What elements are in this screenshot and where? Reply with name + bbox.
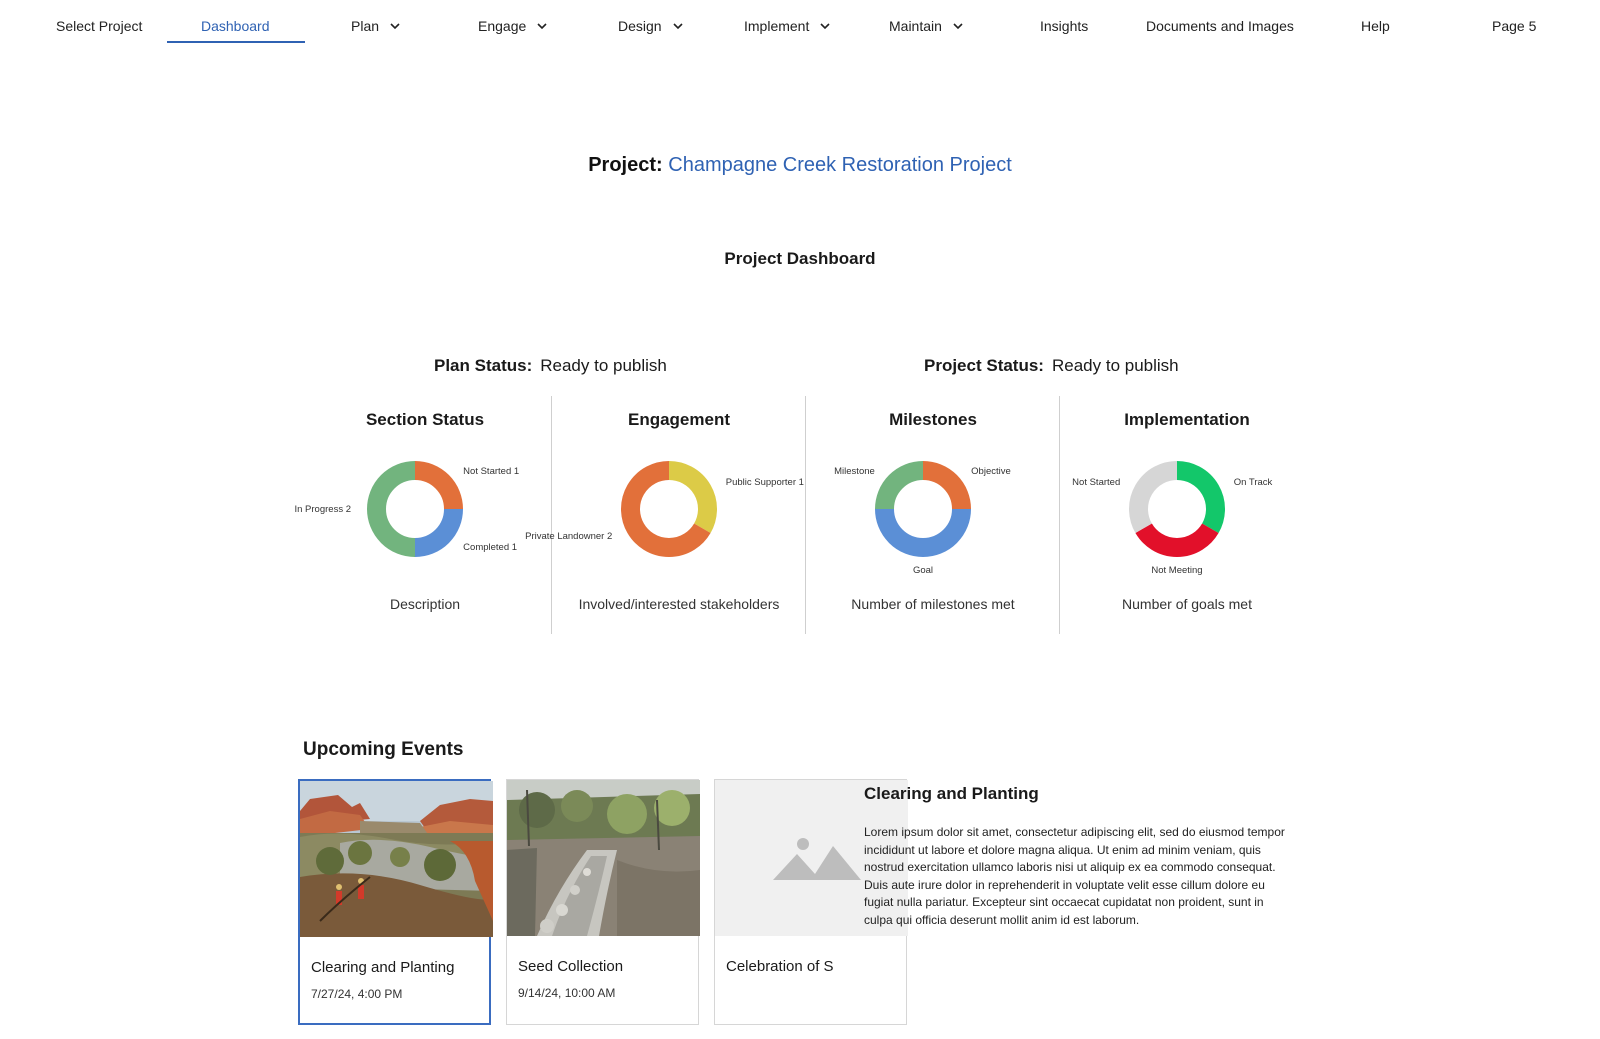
nav-design[interactable] — [618, 18, 683, 34]
nav-label: Documents and Images — [1146, 18, 1294, 34]
event-card-seed-collection[interactable] — [506, 779, 699, 1025]
panel-caption: Number of goals met — [1122, 596, 1252, 612]
donut-slice-public-supporter-1 — [669, 471, 708, 529]
donut-slice-not-started — [1139, 471, 1178, 529]
project-status-label: Project Status: — [924, 356, 1044, 375]
event-thumbnail — [507, 780, 698, 936]
chevron-down-icon — [953, 21, 963, 31]
donut-label-milestone: Milestone — [834, 465, 875, 477]
nav-maintain[interactable] — [889, 18, 963, 34]
nav-label: Plan — [351, 18, 380, 34]
nav-select-project[interactable] — [56, 18, 142, 34]
canyon-photo — [300, 781, 493, 937]
event-card-clearing-and-planting[interactable] — [298, 779, 491, 1025]
panel-title: Engagement — [627, 410, 731, 429]
section-status-panel — [294, 396, 552, 634]
nav-label: Page 5 — [1492, 18, 1537, 34]
event-detail-description: Lorem ipsum dolor sit amet, consectetur adipiscing elit, sed do eiusmod tempor incididunt ut labore et dolore magna aliqua. Ut enim ad minim veniam, quis nostrud exercitation ullamco laboris nisi ut aliquip ex ea commodo consequat. Duis aute irure dolor in reprehenderit in voluptate velit esse cillum dolore eu fugiat nulla pariatur. Excepteur sint occaecat cupidatat non proident, sunt in culpa qui officia deserunt mollit anim id est laborum. — [864, 825, 1285, 927]
nav-implement[interactable] — [744, 18, 830, 34]
donut-label-completed-1: Completed 1 — [463, 542, 518, 554]
donut-label-private-landowner-2: Private Landowner 2 — [525, 531, 613, 542]
panel-title: Implementation — [1124, 410, 1250, 429]
nav-page-5[interactable] — [1492, 18, 1536, 34]
project-label: Project: — [588, 154, 663, 176]
donut-label-public-supporter-1: Public Supporter 1 — [725, 477, 804, 488]
donut-label-not-started: Not Started — [1072, 477, 1121, 488]
event-title: Clearing and Planting — [311, 959, 455, 976]
panel-title: Section Status — [365, 410, 485, 429]
donut-slice-completed-1 — [415, 509, 454, 548]
chevron-down-icon — [537, 21, 547, 31]
project-heading — [0, 154, 1600, 177]
nav-label: Engage — [478, 18, 527, 34]
plan-status-value: Ready to publish — [540, 356, 667, 375]
nav-label: Maintain — [889, 18, 942, 34]
plan-status-label: Plan Status: — [434, 356, 533, 375]
panel-title: Milestones — [889, 410, 977, 429]
donut-label-not-meeting: Not Meeting — [1151, 565, 1203, 576]
chevron-down-icon — [673, 21, 683, 31]
nav-plan[interactable] — [351, 18, 400, 34]
event-date: 9/14/24, 10:00 AM — [518, 986, 616, 1000]
implementation-panel — [1060, 396, 1314, 634]
nav-documents-and-images[interactable] — [1146, 18, 1294, 34]
donut-slice-in-progress-2 — [377, 471, 416, 548]
event-title: Seed Collection — [518, 958, 624, 975]
nav-label: Design — [618, 18, 662, 34]
panel-caption: Number of milestones met — [851, 596, 1015, 612]
event-title: Celebration of S — [726, 958, 834, 975]
donut-label-on-track: On Track — [1233, 477, 1273, 488]
top-nav — [0, 0, 1600, 46]
creek-photo — [507, 780, 700, 936]
project-status — [924, 356, 1179, 376]
donut-slice-goal — [885, 509, 962, 548]
donut-label-goal: Goal — [912, 565, 934, 576]
upcoming-events-heading: Upcoming Events — [303, 739, 464, 760]
donut-label-objective: Objective — [971, 465, 1011, 477]
nav-engage[interactable] — [478, 18, 547, 34]
chevron-down-icon — [390, 21, 400, 31]
active-tab-underline — [167, 41, 305, 43]
nav-label: Insights — [1040, 18, 1089, 34]
event-thumbnail — [300, 781, 489, 937]
event-date: 7/27/24, 4:00 PM — [311, 987, 403, 1001]
donut-slice-milestone — [885, 471, 924, 510]
project-name-link[interactable]: Champagne Creek Restoration Project — [668, 154, 1012, 176]
panel-caption: Description — [389, 596, 461, 612]
chevron-down-icon — [820, 21, 830, 31]
engagement-panel — [525, 396, 806, 634]
nav-label: Dashboard — [201, 18, 270, 34]
donut-label-in-progress-2: In Progress 2 — [294, 504, 351, 515]
nav-dashboard[interactable] — [201, 18, 270, 34]
plan-status — [434, 356, 667, 376]
donut-slice-not-meeting — [1144, 528, 1211, 547]
donut-slice-on-track — [1177, 471, 1216, 529]
milestones-panel — [806, 396, 1060, 634]
donut-label-not-started-1: Not Started 1 — [463, 465, 520, 477]
panel-caption: Involved/interested stakeholders — [578, 596, 780, 612]
nav-label: Help — [1361, 18, 1390, 34]
nav-help[interactable] — [1361, 18, 1390, 34]
nav-label: Select Project — [56, 18, 143, 34]
nav-label: Implement — [744, 18, 810, 34]
project-status-value: Ready to publish — [1051, 356, 1179, 375]
event-detail-title: Clearing and Planting — [864, 784, 1039, 803]
donut-slice-objective — [923, 471, 962, 510]
nav-insights[interactable] — [1040, 18, 1088, 34]
events-carousel — [298, 779, 834, 1027]
page-title: Project Dashboard — [724, 249, 876, 268]
donut-slice-not-started-1 — [415, 471, 454, 510]
